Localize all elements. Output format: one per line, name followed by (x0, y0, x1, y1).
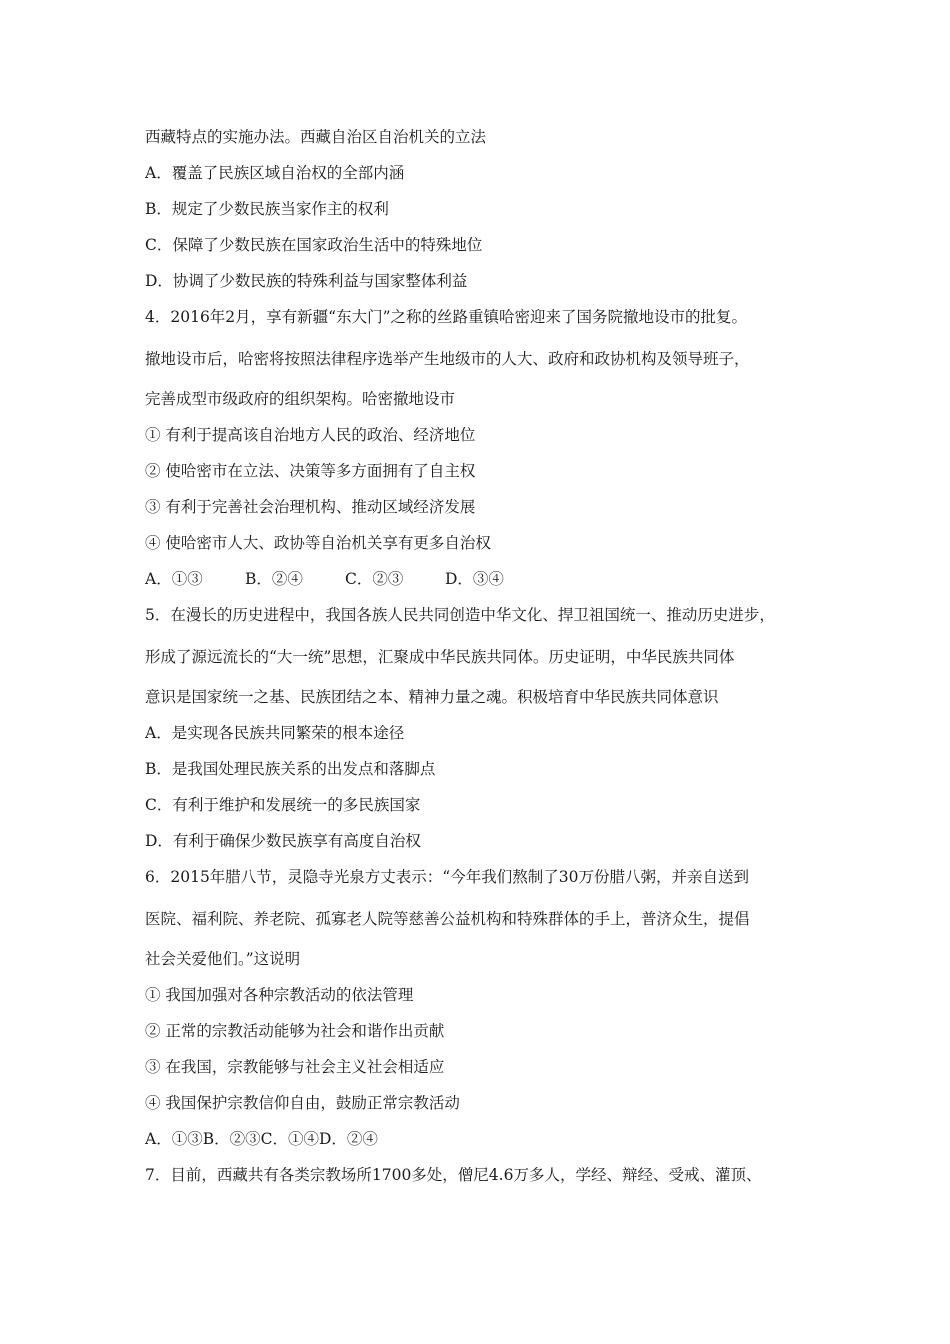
q4-option-c: C．②③ (345, 570, 404, 588)
q4-option-b: B．②④ (245, 570, 303, 588)
q4-statement-2: ② 使哈密市在立法、决策等多方面拥有了自主权 (145, 462, 476, 480)
q4-stem-line-1: 4．2016年2月，享有新疆“东大门”之称的丝路重镇哈密迎来了国务院撤地设市的批复。 (145, 308, 748, 326)
q6-option-d: D．②④ (318, 1130, 378, 1148)
q6-options (145, 1129, 835, 1149)
q7-stem-line-1: 7．目前，西藏共有各类宗教场所1700多处，僧尼4.6万多人，学经、辩经、受戒、灌顶、 (145, 1166, 762, 1184)
q5-stem-line-2: 形成了源远流长的“大一统”思想，汇聚成中华民族共同体。历史证明，中华民族共同体 (145, 648, 735, 666)
q5-stem-line-3: 意识是国家统一之基、民族团结之本、精神力量之魂。积极培育中华民族共同体意识 (145, 688, 719, 706)
q4-statement-4: ④ 使哈密市人大、政协等自治机关享有更多自治权 (145, 534, 491, 552)
q6-stem-line-2: 医院、福利院、养老院、孤寡老人院等慈善公益机构和特殊群体的手上，普济众生，提倡 (145, 910, 750, 928)
q5-option-a: A．是实现各民族共同繁荣的根本途径 (145, 724, 405, 742)
q6-stem-line-3: 社会关爱他们。”这说明 (145, 950, 301, 968)
q4-statement-1: ① 有利于提高该自治地方人民的政治、经济地位 (145, 426, 476, 444)
q6-statement-2: ② 正常的宗教活动能够为社会和谐作出贡献 (145, 1022, 445, 1040)
q6-option-c: C．①④ (260, 1130, 319, 1148)
q6-option-a: A．①③ (145, 1130, 203, 1148)
q3-option-a: A．覆盖了民族区域自治权的全部内涵 (145, 164, 405, 182)
q4-option-d: D．③④ (445, 570, 504, 588)
q5-option-b: B．是我国处理民族关系的出发点和落脚点 (145, 760, 436, 778)
q5-option-d: D．有利于确保少数民族享有高度自治权 (145, 832, 421, 850)
q4-option-a: A．①③ (145, 570, 203, 588)
q4-statement-3: ③ 有利于完善社会治理机构、推动区域经济发展 (145, 498, 476, 516)
text-line: 西藏特点的实施办法。西藏自治区自治机关的立法 (145, 128, 487, 146)
q3-option-d: D．协调了少数民族的特殊利益与国家整体利益 (145, 272, 468, 290)
q6-statement-1: ① 我国加强对各种宗教活动的依法管理 (145, 986, 414, 1004)
q4-stem-line-2: 撤地设市后，哈密将按照法律程序选举产生地级市的人大、政府和政协机构及领导班子， (145, 350, 750, 368)
q3-option-c: C．保障了少数民族在国家政治生活中的特殊地位 (145, 236, 483, 254)
q4-stem-line-3: 完善成型市级政府的组织架构。哈密撤地设市 (145, 390, 456, 408)
q5-option-c: C．有利于维护和发展统一的多民族国家 (145, 796, 421, 814)
q6-statement-3: ③ 在我国，宗教能够与社会主义社会相适应 (145, 1058, 445, 1076)
q6-statement-4: ④ 我国保护宗教信仰自由，鼓励正常宗教活动 (145, 1094, 460, 1112)
q6-stem-line-1: 6．2015年腊八节，灵隐寺光泉方丈表示：“今年我们熬制了30万份腊八粥，并亲自送到 (145, 868, 749, 886)
q6-option-b: B．②③ (202, 1130, 261, 1148)
q4-options (145, 569, 835, 589)
q5-stem-line-1: 5．在漫长的历史进程中，我国各族人民共同创造中华文化、捍卫祖国统一、推动历史进步， (145, 606, 775, 624)
q3-option-b: B．规定了少数民族当家作主的权利 (145, 200, 389, 218)
